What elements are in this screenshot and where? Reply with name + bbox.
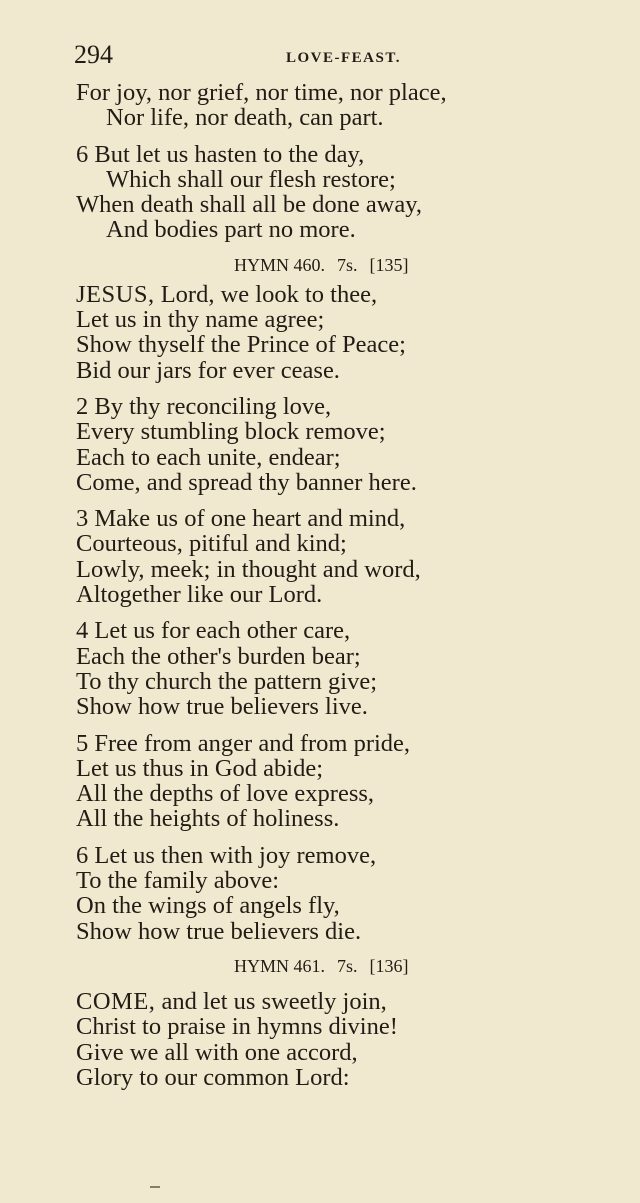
- verse-line: [76, 989, 536, 1014]
- verse-line: Show thyself the Prince of Peace;: [76, 331, 406, 359]
- verse-line: Come, and spread thy banner here.: [76, 468, 417, 496]
- verse-line: When death shall all be done away,: [76, 191, 423, 219]
- verse-line: Altogether like our Lord.: [76, 581, 323, 609]
- verse-line: Christ to praise in hymns divine!: [76, 1013, 398, 1041]
- footer-mark: [150, 1186, 160, 1188]
- verse-line: To the family above:: [76, 867, 280, 895]
- verse-line: Lowly, meek; in thought and word,: [76, 555, 421, 583]
- verse-line: Courteous, pitiful and kind;: [76, 530, 347, 558]
- hymn-tune: [136]: [369, 955, 409, 976]
- continued-stanza-6: [76, 142, 536, 243]
- hymn-heading: [234, 955, 536, 977]
- stanza-3: [76, 506, 536, 607]
- page-content: [76, 80, 536, 1101]
- hymn-meter: 7s.: [337, 254, 358, 275]
- stanza-4: [76, 618, 536, 719]
- verse-line: Let us in thy name agree;: [76, 306, 325, 334]
- verse-line-rest: and let us sweetly join,: [155, 987, 387, 1015]
- verse-line: 4 Let us for each other care,: [76, 617, 351, 645]
- verse-line: 5 Free from anger and from pride,: [76, 729, 411, 757]
- hymn-tune: [135]: [369, 254, 409, 275]
- verse-line: Each the other's burden bear;: [76, 642, 361, 670]
- verse-line: And bodies part no more.: [106, 216, 356, 244]
- verse-line: 6 Let us then with joy remove,: [76, 841, 377, 869]
- verse-line: To thy church the pattern give;: [76, 667, 378, 695]
- first-word: COME,: [76, 987, 156, 1015]
- verse-line: Which shall our flesh restore;: [106, 165, 396, 193]
- verse-line: Let us thus in God abide;: [76, 754, 324, 782]
- verse-line: Show how true believers live.: [76, 693, 368, 721]
- verse-line: On the wings of angels fly,: [76, 892, 340, 920]
- stanza-6: [76, 843, 536, 944]
- verse-line: Show how true believers die.: [76, 917, 362, 945]
- verse-line: 2 By thy reconciling love,: [76, 392, 332, 420]
- continued-stanza-end: [76, 80, 536, 131]
- verse-line: Glory to our common Lord:: [76, 1063, 350, 1091]
- verse-line: 6 But let us hasten to the day,: [76, 140, 365, 168]
- verse-line: 3 Make us of one heart and mind,: [76, 505, 406, 533]
- verse-line: Nor life, nor death, can part.: [106, 104, 384, 132]
- page-header: [74, 40, 514, 76]
- verse-line: All the depths of love express,: [76, 780, 375, 808]
- running-head: LOVE-FEAST.: [286, 50, 401, 66]
- page-number: 294: [74, 40, 113, 69]
- hymn-heading: [234, 254, 536, 276]
- verse-line-rest: Lord, we look to thee,: [154, 280, 378, 308]
- verse-line: All the heights of holiness.: [76, 805, 340, 833]
- stanza-2: [76, 394, 536, 495]
- verse-line: Every stumbling block remove;: [76, 418, 386, 446]
- first-word: JESUS,: [76, 280, 155, 308]
- stanza-1: [76, 989, 536, 1090]
- verse-line: For joy, nor grief, nor time, nor place,: [76, 79, 447, 106]
- verse-line: Each to each unite, endear;: [76, 443, 341, 471]
- verse-line: [76, 282, 536, 307]
- verse-line: Give we all with one accord,: [76, 1038, 358, 1066]
- hymn-meter: 7s.: [337, 955, 358, 976]
- verse-line: Bid our jars for ever cease.: [76, 356, 340, 384]
- hymn-number: HYMN 461.: [234, 955, 326, 976]
- stanza-5: [76, 731, 536, 832]
- hymn-number: HYMN 460.: [234, 254, 326, 275]
- stanza-1: [76, 282, 536, 383]
